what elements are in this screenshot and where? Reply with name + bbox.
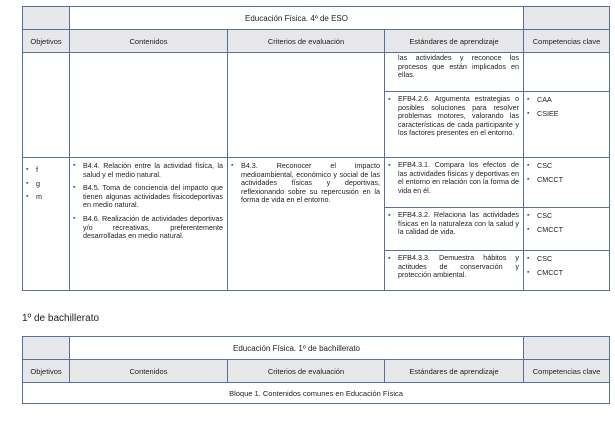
competencias-efb4-3-2: [524, 208, 609, 241]
header-competencias: Competencias clave: [524, 30, 610, 53]
header-criterios: Criterios de evaluación: [228, 30, 385, 53]
header-criterios: Criterios de evaluación: [228, 360, 385, 383]
contenido-item: ▪ B4.4. Relación entre la actividad física, la salud y el medio natural.: [73, 162, 223, 179]
competencias-efb4-3-1: [524, 158, 609, 191]
standard-efb4-3-3: ▪ EFB4.3.3. Demuestra hábitos y actitudes de conservación y protección ambiental.: [385, 251, 524, 291]
bloque-heading: Bloque 1. Contenidos comunes en Educación Física: [23, 383, 610, 404]
standard-efb4-3-2: ▪ EFB4.3.2. Relaciona las actividades físicas en la naturaleza con la salud y la calidad de vida.: [385, 208, 524, 251]
competence-item: ▪ CSC: [527, 162, 606, 171]
competence-item: ▪ CMCCT: [527, 176, 606, 185]
continued-standard-text: las actividades y reconoce los procesos que están implicados en ellas.: [398, 53, 520, 80]
bullet-icon: ▪: [388, 210, 391, 219]
header-contenidos: Contenidos: [70, 30, 228, 53]
criterio-item: ▪ B4.3. Reconocer el impacto medioambiental, económico y social de las actividades físicas y deportivas, reflexionando sobre su repercusión en la forma de vida en el entorno.: [231, 162, 380, 205]
competence-item: ▪ CSC: [527, 212, 606, 221]
header-contenidos: Contenidos: [70, 360, 228, 383]
header-estandares: Estándares de aprendizaje: [385, 30, 524, 53]
bach-curriculum-table: [22, 336, 610, 404]
competence-item: ▪ CMCCT: [527, 226, 606, 235]
bullet-icon: ▪: [388, 94, 391, 103]
criterios-list: [228, 158, 384, 212]
bullet-icon: ▪: [388, 160, 391, 169]
section-heading: 1º de bachillerato: [22, 313, 100, 324]
contenido-item: ▪ B4.5. Toma de conciencia del impacto que tienen algunas actividades físicodeportivas en medio natural.: [73, 184, 223, 210]
competence-item: ▪ CAA: [527, 96, 606, 105]
contenidos-list: [70, 158, 227, 248]
bach-table-title: Educación Física. 1º de bachillerato: [70, 337, 524, 360]
bullet-icon: ▪: [388, 253, 391, 262]
objetivo-item: ▪ f: [26, 166, 65, 175]
competencias-efb4-3-3: [524, 251, 609, 284]
competence-item: ▪ CSC: [527, 255, 606, 264]
header-objetivos: Objetivos: [23, 360, 70, 383]
standard-efb4-3-1: ▪ EFB4.3.1. Compara los efectos de las actividades físicas y deportivas en el entorno en relación con la forma de vida en él.: [385, 158, 524, 208]
competence-item: ▪ CSIEE: [527, 110, 606, 119]
contenido-item: ▪ B4.6. Realización de actividades deportivas y/o recreativas, preferentemente desarrolladas en medio natural.: [73, 215, 223, 241]
eso-table-title: Educación Física. 4º de ESO: [70, 7, 524, 30]
standard-efb4-2-6: ▪ EFB4.2.6. Argumenta estrategias o posibles soluciones para resolver problemas motores, valorando las características de cada participante y los factores presentes en el entorno.: [385, 92, 524, 158]
header-objetivos: Objetivos: [23, 30, 70, 53]
header-competencias: Competencias clave: [524, 360, 610, 383]
eso-curriculum-table: [22, 6, 610, 291]
header-estandares: Estándares de aprendizaje: [385, 360, 524, 383]
objetivo-item: ▪ m: [26, 193, 65, 202]
competencias-efb4-2-6: [524, 92, 609, 125]
competence-item: ▪ CMCCT: [527, 269, 606, 278]
objetivos-list: [23, 158, 69, 209]
objetivo-item: ▪ g: [26, 180, 65, 189]
